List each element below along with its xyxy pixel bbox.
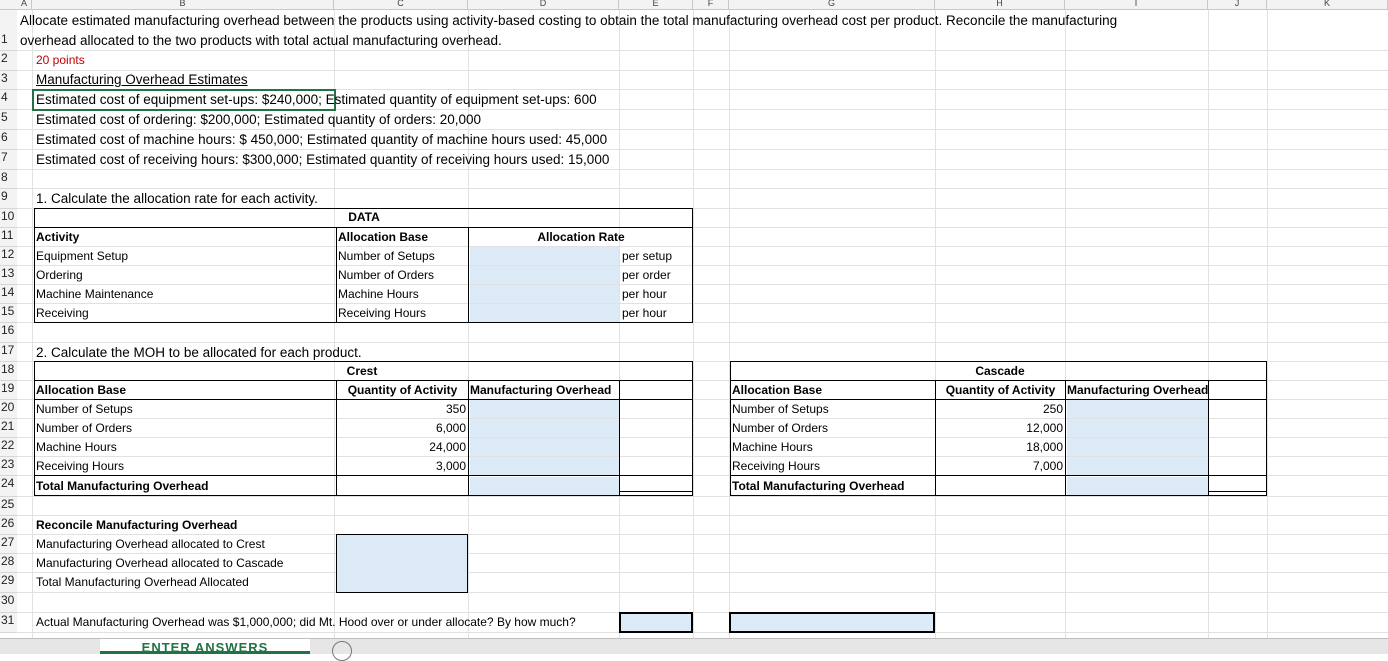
estimates-title: Manufacturing Overhead Estimates (36, 72, 248, 87)
gridline (17, 632, 1388, 633)
row-header[interactable]: 21 (0, 419, 17, 438)
row-header[interactable]: 24 (0, 476, 17, 497)
cascade-moh-input[interactable] (1067, 419, 1208, 437)
base-cell: Number of Setups (36, 402, 133, 416)
crest-moh-input[interactable] (470, 438, 619, 456)
gridline (1267, 10, 1268, 638)
sheet-tab-enter-answers[interactable]: ENTER ANSWERS (100, 639, 310, 654)
gridline (1208, 10, 1209, 638)
column-header-bar (0, 0, 1388, 10)
total-label: Total Manufacturing Overhead (732, 479, 905, 493)
col-manufacturing-overhead: Manufacturing Overhead (1067, 383, 1208, 397)
row-header[interactable]: 25 (0, 497, 17, 516)
row-header[interactable]: 14 (0, 285, 17, 304)
table-rule (619, 380, 620, 496)
over-under-input[interactable] (619, 612, 693, 633)
row-header[interactable]: 29 (0, 573, 17, 593)
base-cell: Number of Setups (338, 249, 435, 263)
row-header[interactable]: 6 (0, 130, 17, 150)
col-allocation-rate: Allocation Rate (537, 230, 625, 244)
base-cell: Receiving Hours (732, 459, 821, 473)
amount-input[interactable] (729, 612, 935, 633)
row-header[interactable]: 7 (0, 150, 17, 170)
sheet-tab-bar (0, 638, 1388, 654)
unit-cell: per setup (622, 249, 673, 263)
part1-title: 1. Calculate the allocation rate for each activity. (36, 191, 318, 206)
row-header[interactable]: 31 (0, 613, 17, 633)
gridline (935, 10, 936, 638)
unit-cell: per order (622, 268, 671, 282)
column-header[interactable]: D (468, 0, 619, 9)
activity-cell: Machine Maintenance (36, 287, 154, 301)
table-rule (336, 227, 337, 323)
estimate-line: Estimated cost of machine hours: $ 450,000; Estimated quantity of machine hours used: 45,000 (36, 132, 608, 147)
cascade-total-input[interactable] (1067, 477, 1208, 495)
part2-title: 2. Calculate the MOH to be allocated for each product. (36, 345, 362, 360)
column-header[interactable]: E (619, 0, 693, 9)
estimate-line: Estimated cost of ordering: $200,000; Estimated quantity of orders: 20,000 (36, 112, 482, 127)
reconcile-title: Reconcile Manufacturing Overhead (36, 518, 238, 532)
table-rule (1208, 491, 1267, 492)
cascade-moh-input[interactable] (1067, 400, 1208, 418)
activity-cell: Equipment Setup (36, 249, 129, 263)
row-header[interactable]: 11 (0, 228, 17, 247)
reconcile-line: Manufacturing Overhead allocated to Cascade (36, 556, 284, 570)
crest-total-input[interactable] (470, 477, 619, 495)
quantity-cell: 7,000 (1032, 459, 1063, 473)
col-allocation-base: Allocation Base (338, 230, 429, 244)
col-quantity: Quantity of Activity (347, 383, 458, 397)
row-header[interactable]: 30 (0, 593, 17, 613)
row-header[interactable]: 9 (0, 189, 17, 209)
row-header[interactable]: 28 (0, 554, 17, 573)
column-header[interactable]: A (17, 0, 32, 9)
quantity-cell: 12,000 (1026, 421, 1063, 435)
allocation-rate-input[interactable] (470, 285, 619, 303)
quantity-cell: 24,000 (429, 440, 466, 454)
unit-cell: per hour (622, 306, 667, 320)
crest-moh-input[interactable] (470, 419, 619, 437)
gridline (17, 169, 1388, 170)
total-label: Total Manufacturing Overhead (36, 479, 209, 493)
crest-moh-input[interactable] (470, 400, 619, 418)
row-header[interactable]: 26 (0, 516, 17, 535)
row-header[interactable]: 22 (0, 438, 17, 457)
allocation-rate-input[interactable] (470, 247, 619, 265)
table-rule (1065, 380, 1066, 496)
quantity-cell: 250 (1042, 402, 1063, 416)
row-header[interactable]: 12 (0, 247, 17, 266)
row-header[interactable]: 19 (0, 381, 17, 400)
reconcile-line: Total Manufacturing Overhead Allocated (36, 575, 249, 589)
add-sheet-icon[interactable] (332, 641, 352, 661)
cascade-allocated-input[interactable] (336, 553, 468, 573)
col-allocation-base: Allocation Base (732, 383, 823, 397)
row-header[interactable]: 15 (0, 304, 17, 323)
allocation-rate-input[interactable] (470, 304, 619, 322)
col-allocation-base: Allocation Base (36, 383, 127, 397)
allocation-rate-input[interactable] (470, 266, 619, 284)
cascade-moh-input[interactable] (1067, 438, 1208, 456)
base-cell: Receiving Hours (338, 306, 427, 320)
gridline (1065, 10, 1066, 638)
gridline (17, 592, 1388, 593)
column-header[interactable]: I (1065, 0, 1208, 9)
row-header[interactable]: 17 (0, 343, 17, 362)
crest-header: Crest (346, 364, 378, 378)
gridline (17, 50, 1388, 51)
column-header[interactable]: J (1208, 0, 1267, 9)
column-header[interactable]: H (935, 0, 1065, 9)
base-cell: Number of Orders (732, 421, 829, 435)
activity-cell: Receiving (36, 306, 89, 320)
estimate-line: Estimated cost of receiving hours: $300,000; Estimated quantity of receiving hours used: 15,000 (36, 152, 610, 167)
quantity-cell: 3,000 (435, 459, 466, 473)
base-cell: Number of Orders (338, 268, 435, 282)
col-activity: Activity (36, 230, 80, 244)
base-cell: Machine Hours (732, 440, 813, 454)
row-header[interactable]: 2 (0, 51, 17, 71)
activity-cell: Ordering (36, 268, 83, 282)
row-header[interactable]: 23 (0, 457, 17, 476)
row-header[interactable]: 1 (0, 10, 17, 51)
quantity-cell: 350 (445, 402, 466, 416)
gridline (619, 10, 620, 638)
crest-moh-input[interactable] (470, 457, 619, 475)
quantity-cell: 18,000 (1026, 440, 1063, 454)
unit-cell: per hour (622, 287, 667, 301)
base-cell: Machine Hours (338, 287, 419, 301)
row-header[interactable]: 13 (0, 266, 17, 285)
gridline (17, 496, 1388, 497)
cascade-moh-input[interactable] (1067, 457, 1208, 475)
base-cell: Number of Orders (36, 421, 133, 435)
base-cell: Machine Hours (36, 440, 117, 454)
row-header[interactable]: 10 (0, 209, 17, 228)
col-quantity: Quantity of Activity (945, 383, 1056, 397)
row-header[interactable]: 5 (0, 110, 17, 130)
column-header[interactable]: F (693, 0, 729, 9)
table-rule (619, 491, 693, 492)
points-label: 20 points (36, 53, 85, 67)
base-cell: Receiving Hours (36, 459, 125, 473)
cascade-header: Cascade (975, 364, 1025, 378)
column-header[interactable]: C (334, 0, 468, 9)
data-header: DATA (348, 210, 380, 224)
column-header[interactable]: G (729, 0, 935, 9)
quantity-cell: 6,000 (435, 421, 466, 435)
column-header[interactable]: B (32, 0, 334, 9)
col-manufacturing-overhead: Manufacturing Overhead (470, 383, 612, 397)
total-allocated-input[interactable] (336, 572, 468, 593)
base-cell: Number of Setups (732, 402, 829, 416)
column-header[interactable]: K (1267, 0, 1388, 9)
gridline (729, 10, 730, 638)
row-header[interactable]: 27 (0, 535, 17, 554)
actual-question: Actual Manufacturing Overhead was $1,000,000; did Mt. Hood over or under allocate? By how much? (36, 615, 576, 629)
row-header[interactable]: 3 (0, 71, 17, 90)
table-rule (468, 380, 469, 496)
row-header[interactable]: 20 (0, 400, 17, 419)
row-header[interactable]: 4 (0, 90, 17, 110)
row-header[interactable]: 18 (0, 362, 17, 381)
instructions-line-1: Allocate estimated manufacturing overhead between the products using activity-based costing to obtain the total manufacturing overhead cost per product. Reconcile the manufacturing (20, 13, 1118, 28)
crest-allocated-input[interactable] (336, 534, 468, 554)
row-header[interactable]: 8 (0, 170, 17, 189)
reconcile-line: Manufacturing Overhead allocated to Crest (36, 537, 265, 551)
estimate-line: Estimated cost of equipment set-ups: $240,000; Estimated quantity of equipment set-ups: 600 (36, 92, 597, 107)
row-header[interactable]: 16 (0, 323, 17, 343)
gridline (693, 10, 694, 638)
table-rule (1208, 380, 1209, 496)
instructions-line-2: overhead allocated to the two products with total actual manufacturing overhead. (20, 33, 502, 48)
